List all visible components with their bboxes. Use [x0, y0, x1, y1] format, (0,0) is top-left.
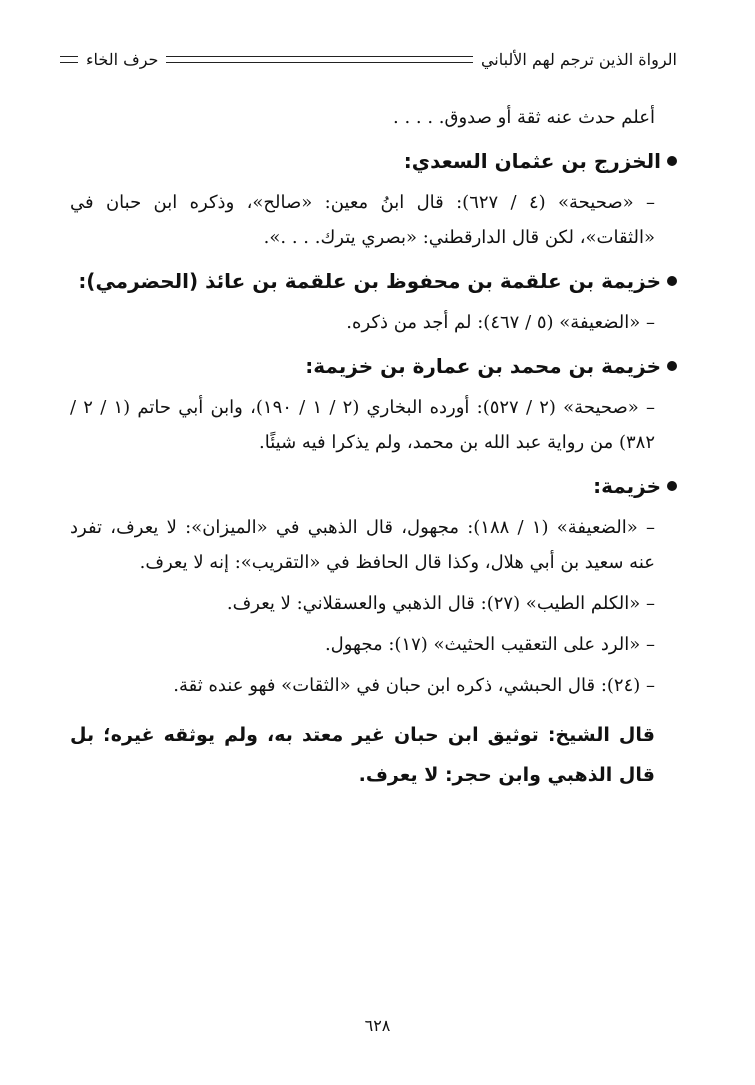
narrator-name: خزيمة:: [593, 474, 661, 498]
entry-line: – «الرد على التعقيب الحثيث» (١٧): مجهول.: [324, 634, 655, 655]
entry-heading: [70, 346, 677, 386]
narrator-name: الخزرج بن عثمان السعدي:: [403, 149, 661, 173]
running-header: [60, 46, 677, 72]
entry-heading: [70, 141, 677, 181]
entry-line: – «الضعيفة» (٥ / ٤٦٧): لم أجد من ذكره.: [346, 312, 655, 333]
entry-line: – «صحيحة» (٤ / ٦٢٧): قال ابنُ معين: «صالح»، وذكره ابن حبان في «الثقات»، لكن قال الدارقطني: «بصري يترك. . . .».: [70, 192, 655, 248]
narrator-name: خزيمة بن علقمة بن محفوظ بن علقمة بن عائذ (الحضرمي):: [78, 269, 661, 293]
header-book-title: الرواة الذين ترجم لهم الألباني: [480, 49, 677, 69]
header-rule: [166, 56, 473, 63]
page-number: ٦٢٨: [364, 1016, 391, 1035]
entry-line: – «الكلم الطيب» (٢٧): قال الذهبي والعسقلاني: لا يعرف.: [226, 593, 655, 614]
bullet-icon: [667, 361, 677, 371]
bullet-icon: [667, 276, 677, 286]
continuation-text: أعلم حدث عنه ثقة أو صدوق. . . . .: [393, 107, 655, 128]
entry-line: – «صحيحة» (٢ / ٥٢٧): أورده البخاري (٢ / ١ / ١٩٠)، وابن أبي حاتم (١ / ٢ / ٣٨٢) من رواية عبد الله بن محمد، ولم يذكرا فيه شيئًا.: [70, 397, 656, 453]
header-chapter: حرف الخاء: [86, 49, 159, 69]
sheikh-note: قال الشيخ: توثيق ابن حبان غير معتد به، ولم يوثقه غيره؛ بل قال الذهبي وابن حجر: لا يعرف.: [70, 724, 655, 786]
page-content: [70, 100, 677, 795]
narrator-name: خزيمة بن محمد بن عمارة بن خزيمة:: [305, 354, 661, 378]
bullet-icon: [667, 156, 677, 166]
entry-line: – (٢٤): قال الحبشي، ذكره ابن حبان في «الثقات» فهو عنده ثقة.: [173, 675, 655, 696]
entry-line: – «الضعيفة» (١ / ١٨٨): مجهول، قال الذهبي في «الميزان»: لا يعرف، تفرد عنه سعيد بن أبي هلال، وكذا قال الحافظ في «التقريب»: إنه لا يعرف.: [70, 517, 655, 573]
header-short-rule: [60, 56, 78, 63]
entry-heading: [70, 466, 677, 506]
bullet-icon: [667, 481, 677, 491]
entry-heading: [70, 261, 677, 301]
